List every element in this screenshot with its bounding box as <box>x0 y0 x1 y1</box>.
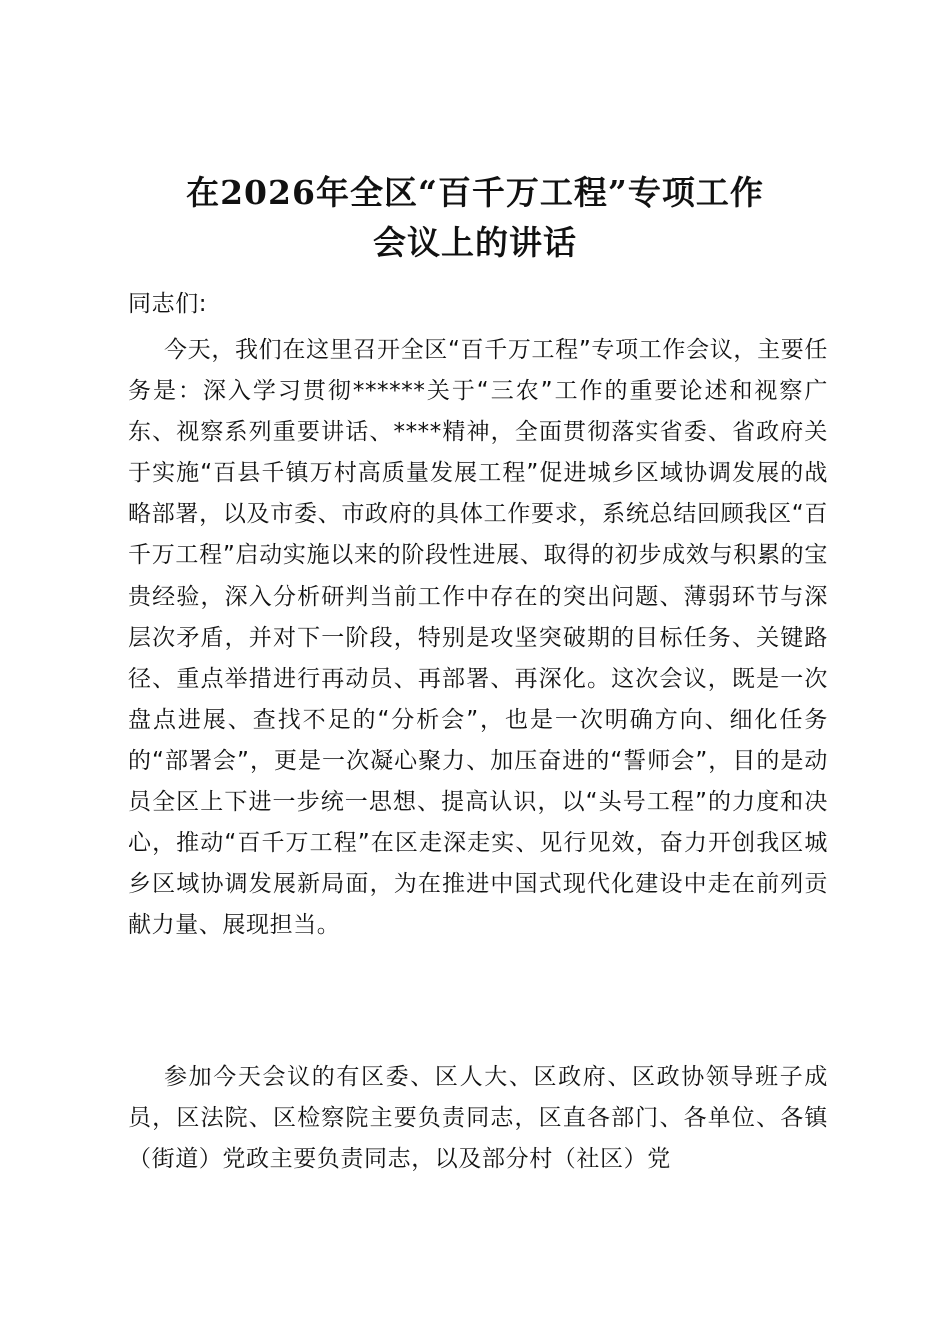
document-title-line-1: 在2026年全区“百千万工程”专项工作 <box>186 173 764 212</box>
paragraph-opening: 今天，我们在这里召开全区“百千万工程”专项工作会议，主要任务是：深入学习贯彻******关于“三农”工作的重要论述和视察广东、视察系列重要讲话、****精神，全面贯彻落实省委、省政府关于实施“百县千镇万村高质量发展工程”促进城乡区域协调发展的战略部署，以及市委、市政府的具体工作要求，系统总结回顾我区“百千万工程”启动实施以来的阶段性进展、取得的初步成效与积累的宝贵经验，深入分析研判当前工作中存在的突出问题、薄弱环节与深层次矛盾，并对下一阶段，特别是攻坚突破期的目标任务、关键路径、重点举措进行再动员、再部署、再深化。这次会议，既是一次盘点进展、查找不足的“分析会”，也是一次明确方向、细化任务的“部署会”，更是一次凝心聚力、加压奋进的“誓师会”，目的是动员全区上下进一步统一思想、提高认识，以“头号工程”的力度和决心，推动“百千万工程”在区走深走实、见行见效，奋力开创我区城乡区域协调发展新局面，为在推进中国式现代化建设中走在前列贡献力量、展现担当。 <box>128 337 828 939</box>
salutation: 同志们: <box>128 291 208 317</box>
document-title-line-2: 会议上的讲话 <box>373 223 577 262</box>
paragraph-attendees: 参加今天会议的有区委、区人大、区政府、区政协领导班子成员，区法院、区检察院主要负责同志，区直各部门、各单位、各镇（街道）党政主要负责同志，以及部分村（社区）党 <box>128 1064 828 1173</box>
